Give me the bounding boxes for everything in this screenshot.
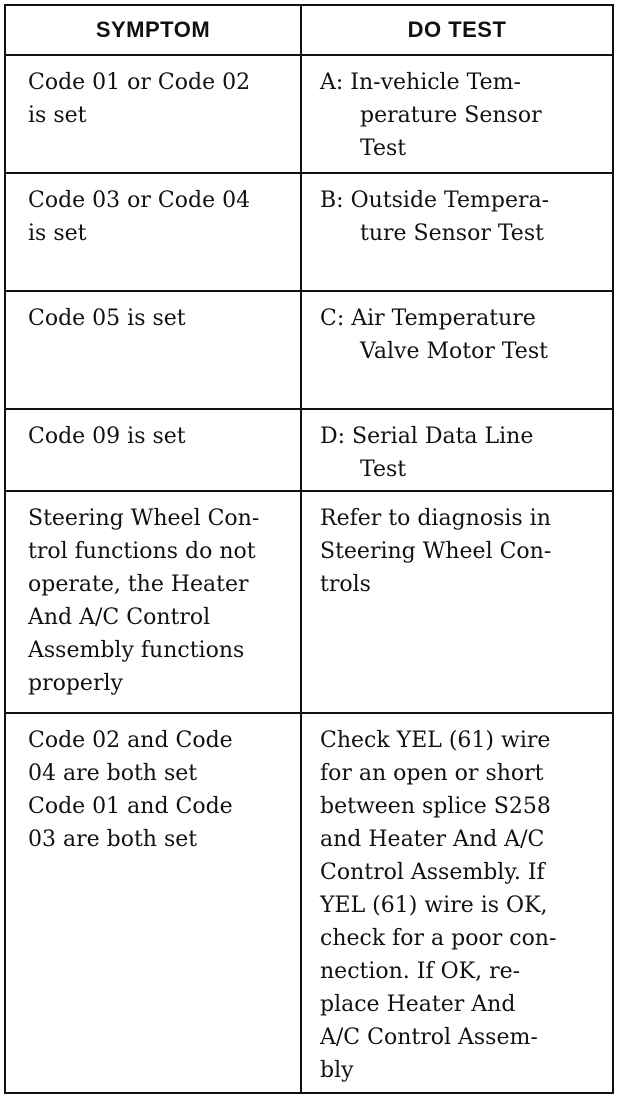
symptom-line: Assembly functions [28, 638, 245, 663]
symptom-line: 04 are both set [28, 761, 198, 786]
symptom-line: Code 01 or Code 02 [28, 70, 251, 95]
diagnosis-table [4, 4, 614, 1094]
symptom-line: Code 01 and Code [28, 794, 233, 819]
test-line: check for a poor con- [320, 926, 557, 951]
test-line: C: Air Temperature [320, 306, 536, 331]
symptom-cell [5, 491, 301, 713]
test-line: for an open or short [320, 761, 544, 786]
test-cell [301, 713, 613, 1093]
test-cell [301, 409, 613, 491]
symptom-line: Code 03 or Code 04 [28, 188, 251, 213]
symptom-line: properly [28, 671, 123, 696]
test-line: Control Assembly. If [320, 860, 545, 885]
test-line: D: Serial Data Line [320, 424, 534, 449]
test-line: YEL (61) wire is OK, [320, 893, 548, 918]
test-cell [301, 173, 613, 291]
test-line: Check YEL (61) wire [320, 728, 551, 753]
test-cell [301, 491, 613, 713]
test-cell [301, 55, 613, 173]
symptom-line: Code 02 and Code [28, 728, 233, 753]
table-row [5, 55, 613, 173]
test-line: and Heater And A/C [320, 827, 545, 852]
test-line: bly [320, 1058, 354, 1083]
symptom-line: trol functions do not [28, 539, 256, 564]
table-row [5, 713, 613, 1093]
test-line: A/C Control Assem- [320, 1025, 538, 1050]
test-line: perature Sensor [360, 103, 542, 128]
test-line: B: Outside Tempera- [320, 188, 550, 213]
symptom-cell [5, 173, 301, 291]
symptom-cell [5, 409, 301, 491]
test-line: ture Sensor Test [360, 221, 544, 246]
test-line: nection. If OK, re- [320, 959, 521, 984]
test-line: Test [360, 136, 407, 161]
symptom-line: 03 are both set [28, 827, 198, 852]
symptom-line: operate, the Heater [28, 572, 249, 597]
symptom-line: Code 05 is set [28, 306, 186, 331]
symptom-line: is set [28, 103, 87, 128]
symptom-cell [5, 713, 301, 1093]
header-symptom: SYMPTOM [5, 5, 301, 55]
test-line: Test [360, 457, 407, 482]
symptom-line: Code 09 is set [28, 424, 186, 449]
table-row [5, 409, 613, 491]
test-line: trols [320, 572, 371, 597]
symptom-line: is set [28, 221, 87, 246]
test-line: place Heater And [320, 992, 516, 1017]
table-row [5, 491, 613, 713]
test-line: Valve Motor Test [360, 339, 548, 364]
test-line: Refer to diagnosis in [320, 506, 551, 531]
header-do-test: DO TEST [301, 5, 613, 55]
table-row [5, 291, 613, 409]
test-line: Steering Wheel Con- [320, 539, 552, 564]
table-row [5, 173, 613, 291]
symptom-line: And A/C Control [28, 605, 211, 630]
header-row [5, 5, 613, 55]
test-cell [301, 291, 613, 409]
symptom-cell [5, 55, 301, 173]
test-line: A: In-vehicle Tem- [320, 70, 521, 95]
symptom-cell [5, 291, 301, 409]
symptom-line: Steering Wheel Con- [28, 506, 260, 531]
test-line: between splice S258 [320, 794, 551, 819]
